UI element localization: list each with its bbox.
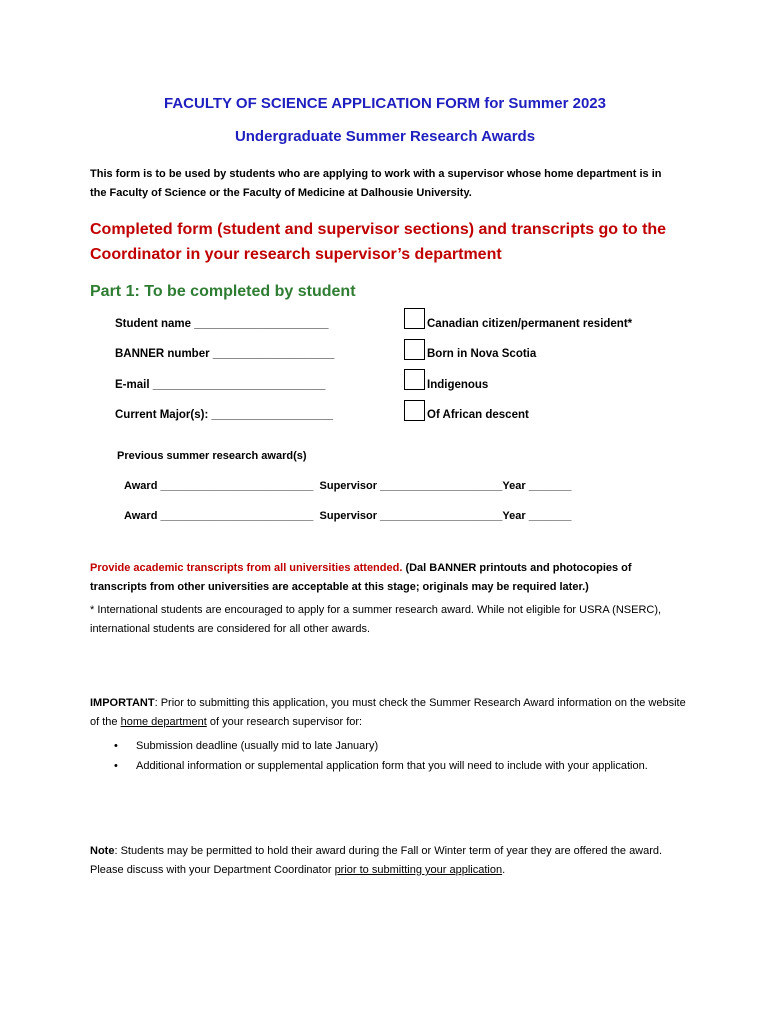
part1-heading: Part 1: To be completed by student bbox=[90, 283, 356, 300]
form-subtitle: Undergraduate Summer Research Awards bbox=[234, 128, 536, 145]
important-text-end: of your research supervisor for: bbox=[206, 716, 363, 728]
banner-number-field[interactable]: BANNER number ___________________ bbox=[115, 348, 335, 360]
born-nova-scotia-checkbox[interactable] bbox=[404, 339, 425, 360]
checklist bbox=[90, 738, 690, 778]
intro-paragraph: This form is to be used by students who are applying to work with a supervisor whose home department is in the Faculty of Science or the Faculty of Medicine at Dalhousie University. bbox=[90, 168, 662, 199]
important-label: IMPORTANT bbox=[90, 697, 155, 709]
canadian-citizen-checkbox[interactable] bbox=[404, 308, 425, 329]
transcripts-details: (Dal BANNER printouts and photocopies of transcripts from other universities are acceptable at this stage; originals may be required later.) bbox=[90, 562, 632, 593]
previous-awards-label: Previous summer research award(s) bbox=[117, 450, 307, 462]
international-students-note: * International students are encouraged to apply for a summer research award. While not eligible for USRA (NSERC), international students are considered for all other awards. bbox=[90, 604, 662, 635]
current-major-field[interactable]: Current Major(s): ___________________ bbox=[115, 409, 333, 421]
note-paragraph bbox=[90, 842, 690, 880]
note-text-end: . bbox=[502, 864, 506, 876]
email-field[interactable]: E-mail ___________________________ bbox=[115, 379, 326, 391]
transcripts-paragraph bbox=[90, 559, 690, 597]
note-label: Note bbox=[90, 845, 115, 857]
important-text: : Prior to submitting this application, you must check the Summer Research Award information on the website of the bbox=[90, 697, 686, 728]
important-paragraph bbox=[90, 694, 690, 732]
list-item bbox=[90, 758, 690, 775]
indigenous-label: Indigenous bbox=[427, 379, 489, 391]
list-item-text: Additional information or supplemental application form that you will need to include with your application. bbox=[136, 760, 648, 772]
form-title: FACULTY OF SCIENCE APPLICATION FORM for Summer 2023 bbox=[163, 95, 606, 112]
home-department-emphasis: home department bbox=[120, 716, 207, 728]
note-text: : Students may be permitted to hold their award during the Fall or Winter term of year they are offered the award. Please discuss with your Department Coordinator bbox=[90, 845, 663, 876]
bullet-icon: • bbox=[114, 740, 118, 752]
student-name-field[interactable]: Student name _____________________ bbox=[115, 318, 329, 330]
born-nova-scotia-label: Born in Nova Scotia bbox=[427, 348, 537, 360]
award-row[interactable]: Award _________________________ Supervisor ____________________Year _______ bbox=[124, 480, 572, 492]
african-descent-label: Of African descent bbox=[427, 409, 529, 421]
canadian-citizen-label: Canadian citizen/permanent resident* bbox=[427, 318, 633, 330]
bullet-icon: • bbox=[114, 760, 118, 772]
submission-instructions-heading: Completed form (student and supervisor sections) and transcripts go to the Coordinator in your research supervisor’s department bbox=[90, 221, 667, 263]
award-row[interactable]: Award _________________________ Supervisor ____________________Year _______ bbox=[124, 510, 572, 522]
list-item bbox=[90, 738, 690, 755]
transcripts-requirement: Provide academic transcripts from all universities attended. bbox=[90, 562, 403, 574]
note-emphasis: prior to submitting your application bbox=[334, 864, 503, 876]
african-descent-checkbox[interactable] bbox=[404, 400, 425, 421]
indigenous-checkbox[interactable] bbox=[404, 369, 425, 390]
list-item-text: Submission deadline (usually mid to late January) bbox=[136, 740, 379, 752]
